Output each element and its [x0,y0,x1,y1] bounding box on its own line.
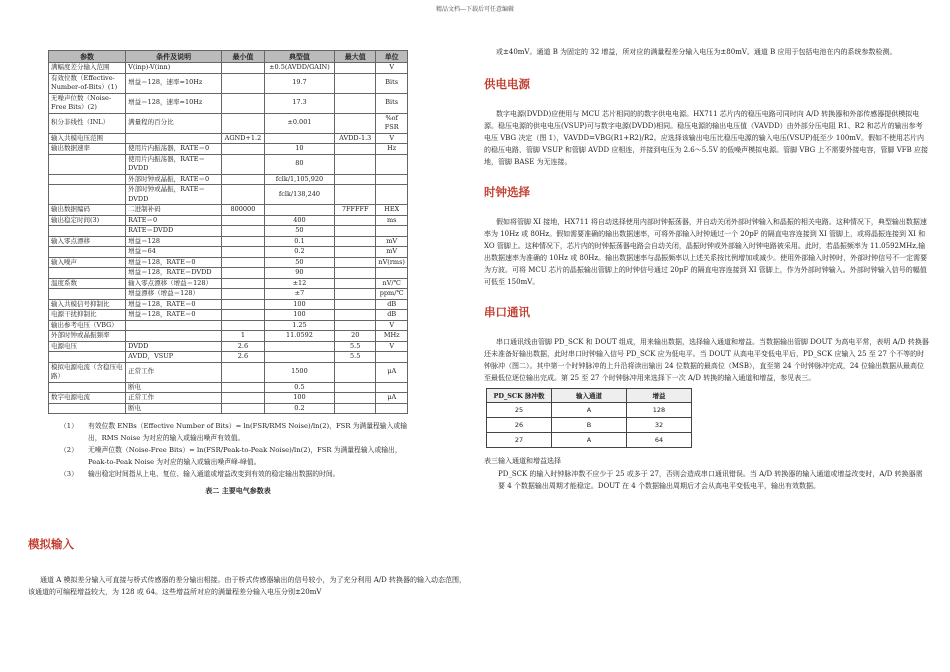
spec-cell: AVDD，VSUP [126,352,222,363]
spec-row [49,236,408,247]
spec-cell [335,310,376,321]
select-cell: 32 [627,418,692,433]
spec-cell [335,73,376,93]
spec-cell: HEX [376,205,408,216]
spec-cell: 温度系数 [49,278,126,289]
spec-row [49,403,408,414]
spec-cell [222,154,265,174]
spec-cell [49,154,126,174]
spec-cell [335,320,376,331]
spec-cell: 0.2 [264,247,334,258]
spec-cell [49,174,126,185]
spec-cell [335,174,376,185]
spec-cell [222,320,265,331]
spec-cell [376,154,408,174]
spec-cell [222,93,265,113]
section-title-analog: 模拟输入 [28,537,74,551]
page-header: 精品文档---下载后可任意编辑 [435,6,515,13]
spec-row [49,247,408,258]
spec-cell: Bits [376,93,408,113]
section-text-analog: 通道 A 模拟差分输入可直接与桥式传感器的差分输出相接。由于桥式传感器输出的信号较小，为了充分利用 A/D 转换器的输入动态范围，该通道的可编程增益较大，为 128 或 64。这些增益所对应的满量程差分输入电压分别±20mV [28,576,466,596]
spec-cell [335,278,376,289]
select-cell: A [552,433,627,448]
spec-cell: Hz [376,144,408,155]
spec-row [49,310,408,321]
spec-cell [222,174,265,185]
spec-cell: 5.5 [335,352,376,363]
spec-cell: 增益＝128，RATE＝0 [126,257,222,268]
spec-cell [264,133,334,144]
spec-cell [335,144,376,155]
spec-row [49,278,408,289]
select-cell: 64 [627,433,692,448]
spec-cell: 0.5 [264,382,334,393]
spec-cell [376,403,408,414]
select-cell: A [552,403,627,418]
spec-cell [222,278,265,289]
spec-row [49,185,408,205]
select-cell: 25 [487,403,552,418]
spec-cell [222,144,265,155]
spec-cell: 增益＝64 [126,247,222,258]
spec-cell [335,154,376,174]
spec-cell [335,93,376,113]
spec-cell: 增益＝128，速率=10Hz [126,73,222,93]
select-header-cell: PD_SCK 脉冲数 [487,389,552,403]
table-note-text: 无噪声位数（Noise-Free Bits）= ln(FSR/Peak-to-Peak Noise)/ln(2)，FSR 为满量程输入或输出，Peak-to-Peak Noise 为对应的输入或输出噪声峰-峰值。 [88,446,402,466]
spec-cell [376,352,408,363]
spec-cell [335,236,376,247]
spec-cell [335,393,376,404]
spec-cell: ppm/℃ [376,289,408,300]
spec-cell: 无噪声位数（Noise-Free Bits）(2) [49,93,126,113]
spec-row [49,113,408,133]
spec-cell: 增益＝128，RATE＝DVDD [126,268,222,279]
select-table [486,388,692,448]
spec-cell: 7FFFFF [335,205,376,216]
spec-row [49,268,408,279]
spec-cell: ±0.5(AVDD/GAIN) [264,63,334,74]
spec-cell [126,133,222,144]
spec-cell [222,113,265,133]
spec-cell: 输入噪声 [49,257,126,268]
spec-cell: 断电 [126,403,222,414]
spec-row [49,174,408,185]
right-column [484,46,929,492]
spec-cell: AVDD-1.3 [335,133,376,144]
spec-cell: dB [376,310,408,321]
spec-cell: V [376,133,408,144]
spec-row [49,154,408,174]
table-note [60,468,420,480]
table-caption: 表二 主要电气参数表 [205,486,271,495]
spec-row [49,331,408,342]
spec-cell [335,382,376,393]
section-text-clock: 假如将管脚 XI 接地，HX711 将自动选择使用内部时钟振荡器，并自动关闭外部时钟输入和晶振的相关电路。这种情况下，典型输出数据速率为 10Hz 或 80Hz。假如需要准确的输出数据速率，可将外部输入时钟通过一个 20pF 的隔直电容连接到 XI 管脚上，或将晶振连接到 XI 和 XO 管脚上。这种情况下，芯片内的时钟振荡器电路会自动关闭，晶振时钟或外部输入时钟电路被采用。此时，若晶振频率为 11.0592MHz,输出数据速率为准确的 10Hz 或 80Hz。输出数据速率与晶振频率以上述关系按比例增加或减少。使用外部输入时钟时，外部时钟信号不一定需要为方波。可将 MCU 芯片的晶振输出管脚上的时钟信号通过 20pF 的隔直电容连接到 XI 管脚上，作为外部时钟输入。外部时钟输入信号的幅值可低至 150mV。 [484,218,928,286]
spec-cell: 1 [222,331,265,342]
spec-cell [335,215,376,226]
spec-cell: V [376,320,408,331]
spec-cell: 增益＝128 [126,236,222,247]
spec-cell [376,185,408,205]
spec-row [49,73,408,93]
spec-cell: 5.5 [335,341,376,352]
select-cell: 128 [627,403,692,418]
spec-cell [222,257,265,268]
spec-cell: V(inp)-V(inn) [126,63,222,74]
spec-cell [222,362,265,382]
spec-cell [126,331,222,342]
spec-cell [335,63,376,74]
spec-cell [376,174,408,185]
spec-cell: 积分非线性（INL） [49,113,126,133]
spec-row [49,320,408,331]
spec-cell: ±7 [264,289,334,300]
select-cell: 27 [487,433,552,448]
spec-cell: 使用片内振荡器，RATE＝DVDD [126,154,222,174]
spec-cell: 80 [264,154,334,174]
spec-cell [49,268,126,279]
spec-cell: fclk/1,105,920 [264,174,334,185]
spec-cell: 0.2 [264,403,334,414]
spec-row [49,133,408,144]
spec-cell: 满幅度差分输入范围 [49,63,126,74]
spec-cell: RATE＝0 [126,215,222,226]
spec-cell: 50 [264,226,334,237]
spec-cell [222,289,265,300]
spec-row [49,63,408,74]
spec-cell: 使用片内振荡器，RATE＝0 [126,144,222,155]
spec-row [49,215,408,226]
spec-cell: RATE＝DVDD [126,226,222,237]
select-header-cell: 输入通道 [552,389,627,403]
spec-cell: 输入零点漂移 [49,236,126,247]
spec-row [49,257,408,268]
spec-cell [222,236,265,247]
spec-cell [335,403,376,414]
spec-cell: 外部时钟或晶振，RATE＝DVDD [126,185,222,205]
spec-header-cell: 典型值 [264,51,334,63]
spec-cell: Bits [376,73,408,93]
spec-cell: 输入共模电压范围 [49,133,126,144]
table-note [60,444,420,468]
spec-cell [222,247,265,258]
spec-cell [335,362,376,382]
spec-table [48,50,408,414]
spec-row [49,362,408,382]
spec-row [49,382,408,393]
select-row [487,433,692,448]
spec-cell: 400 [264,215,334,226]
spec-cell [222,215,265,226]
spec-cell: nV/℃ [376,278,408,289]
spec-cell: 模拟电源电流（含稳压电路） [49,362,126,382]
spec-cell [222,268,265,279]
spec-cell [335,268,376,279]
section-title-clock: 时钟选择 [484,185,530,199]
spec-cell: 输出数据编码 [49,205,126,216]
spec-cell: 50 [264,257,334,268]
spec-cell: 17.3 [264,93,334,113]
spec-cell: 增益＝128，RATE＝0 [126,310,222,321]
spec-cell [49,403,126,414]
spec-cell: 输入共模信号抑制比 [49,299,126,310]
spec-row [49,144,408,155]
spec-cell: 19.7 [264,73,334,93]
spec-cell: dB [376,299,408,310]
section-text-power: 数字电源(DVDD)应使用与 MCU 芯片相同的的数字供电电源。HX711 芯片内的稳压电路可同时向 A/D 转换器和外部传感器提供模拟电源。稳压电源的供电电压(VSUP)可与数字电源(DVDD)相同。稳压电源的输出电压值（VAVDD）由外部分压电阻 R1、R2 和芯片的输出参考电压 VBG 决定（图 1），VAVDD=VBG(R1+R2)/R2。应选择该输出电压比稳压电源的输入电压(VSUP)低至少 100mV。假如不使用芯片内的稳压电路，管脚 VSUP 和管脚 AVDD 应相连，并接到电压为 2.6～5.5V 的低噪声模拟电源。管脚 VBG 上不需要外接电容，管脚 VFB 应接地，管脚 BASE 为无连接。 [484,110,928,166]
spec-cell: 电源电压 [49,341,126,352]
spec-cell [222,226,265,237]
spec-cell: 1500 [264,362,334,382]
spec-cell: 输出数据速率 [49,144,126,155]
spec-cell: %of FSR [376,113,408,133]
spec-cell [222,63,265,74]
spec-row [49,226,408,237]
spec-cell [49,382,126,393]
spec-cell: 2.6 [222,341,265,352]
section-title-power: 供电电源 [484,77,530,91]
spec-cell [222,73,265,93]
spec-header-cell: 单位 [376,51,408,63]
spec-cell [264,352,334,363]
spec-cell: 正常工作 [126,393,222,404]
select-note: PD_SCK 的输入时钟脉冲数不应少于 25 或多于 27，否则会造成串口通讯错误。当 A/D 转换器的输入通道或增益改变时，A/D 转换器需要 4 个数据输出周期才能稳定。DOUT 在 4 个数据输出周期后才会从高电平变低电平，输出有效数据。 [498,470,923,490]
spec-cell [376,226,408,237]
spec-cell: ms [376,215,408,226]
section-title-serial: 串口通讯 [484,305,530,319]
right-intro-text: 或±40mV。通道 B 为固定的 32 增益，所对应的满量程差分输入电压为±80mV。通道 B 应用于包括电池在内的系统参数检测。 [496,48,897,56]
spec-cell [264,205,334,216]
spec-cell [222,299,265,310]
spec-header-cell: 最大值 [335,51,376,63]
spec-cell: 100 [264,299,334,310]
spec-cell: ±0.001 [264,113,334,133]
spec-cell: 有效位数（Effective-Number-of-Bits）(1) [49,73,126,93]
spec-cell [335,257,376,268]
select-cell: 26 [487,418,552,433]
spec-cell [376,382,408,393]
spec-row [49,299,408,310]
spec-cell [335,299,376,310]
spec-cell: 输出参考电压（VBG） [49,320,126,331]
spec-cell: fclk/138,240 [264,185,334,205]
spec-cell: 2.6 [222,352,265,363]
spec-cell [222,393,265,404]
spec-cell [49,289,126,300]
spec-cell: 增益漂移（增益＝128） [126,289,222,300]
spec-cell: 800000 [222,205,265,216]
spec-cell [335,185,376,205]
spec-cell [335,247,376,258]
spec-cell: 电源干扰抑制比 [49,310,126,321]
spec-table-header [49,51,408,63]
spec-cell: 增益＝128，速率=10Hz [126,93,222,113]
spec-cell [49,352,126,363]
table-note [60,420,420,444]
spec-cell: 外部时钟或晶振频率 [49,331,126,342]
spec-cell [222,185,265,205]
table-note-text: 有效位数 ENBs（Effective Number of Bits）= ln(FSR/RMS Noise)/ln(2)，FSR 为满量程输入或输出，RMS Noise 为对应的输入或输出噪声有效值。 [88,422,407,442]
spec-cell [222,382,265,393]
spec-cell: mV [376,236,408,247]
spec-cell: 外部时钟或晶振，RATE＝0 [126,174,222,185]
spec-cell [335,289,376,300]
spec-cell: 1.25 [264,320,334,331]
select-cell: B [552,418,627,433]
table-note-number: （3） [60,470,78,478]
section-text-serial: 串口通讯线由管脚 PD_SCK 和 DOUT 组成，用来输出数据，选择输入通道和增益。当数据输出管脚 DOUT 为高电平常，表明 A/D 转换器还未准备好输出数据，此时串口时钟输入信号 PD_SCK 应为低电平。当 DOUT 从高电平变低电平后，PD_SCK 应输入 25 至 27 个不等的时钟脉冲（图二）。其中第一个时钟脉冲的上升沿将读出输出 24 位数据的最高位（MSB），直至第 24 个时钟脉冲完成，24 位输出数据从最高位至最低位逐位输出完成。第 25 至 27 个时钟脉冲用来选择下一次 A/D 转换的输入通道和增益，参见表三。 [484,338,929,382]
spec-cell: 100 [264,310,334,321]
spec-cell [264,341,334,352]
spec-cell: 满量程的百分比 [126,113,222,133]
select-caption: 表三输入通道和增益选择 [484,457,561,465]
spec-row [49,289,408,300]
spec-cell: μA [376,362,408,382]
spec-cell: V [376,63,408,74]
spec-cell: mV [376,247,408,258]
spec-cell: μA [376,393,408,404]
table-note-number: （1） [60,422,78,430]
spec-cell [376,268,408,279]
select-row [487,418,692,433]
spec-cell: 输出稳定时间(3) [49,215,126,226]
spec-cell: 90 [264,268,334,279]
spec-cell [335,113,376,133]
spec-header-cell: 最小值 [222,51,265,63]
spec-row [49,93,408,113]
spec-cell: 增益＝128，RATE＝0 [126,299,222,310]
table-note-text: 输出稳定时间指从上电、复位、输入通道或增益改变到有效的稳定输出数据的时间。 [88,470,340,478]
left-column [28,50,470,598]
spec-cell: V [376,341,408,352]
spec-cell: 20 [335,331,376,342]
spec-cell [126,320,222,331]
spec-row [49,205,408,216]
spec-cell: MHz [376,331,408,342]
spec-cell: 100 [264,393,334,404]
select-row [487,403,692,418]
spec-cell: 11.0592 [264,331,334,342]
spec-cell: 输入零点漂移（增益＝128） [126,278,222,289]
spec-header-cell: 条件及说明 [126,51,222,63]
spec-cell [222,310,265,321]
spec-row [49,341,408,352]
spec-cell [222,403,265,414]
select-table-header [487,389,692,403]
spec-cell: 10 [264,144,334,155]
spec-cell: 正常工作 [126,362,222,382]
spec-cell: 0.1 [264,236,334,247]
spec-cell: 二进制补码 [126,205,222,216]
spec-cell [49,185,126,205]
spec-header-cell: 参数 [49,51,126,63]
spec-cell: AGND+1.2 [222,133,265,144]
spec-cell: nV(rms) [376,257,408,268]
spec-cell: DVDD [126,341,222,352]
spec-row [49,352,408,363]
spec-cell: 数字电源电流 [49,393,126,404]
select-header-cell: 增益 [627,389,692,403]
spec-cell: ±12 [264,278,334,289]
spec-cell [49,226,126,237]
table-notes [60,420,420,480]
spec-cell [49,247,126,258]
spec-row [49,393,408,404]
spec-cell: 断电 [126,382,222,393]
table-note-number: （2） [60,446,78,454]
spec-cell [335,226,376,237]
